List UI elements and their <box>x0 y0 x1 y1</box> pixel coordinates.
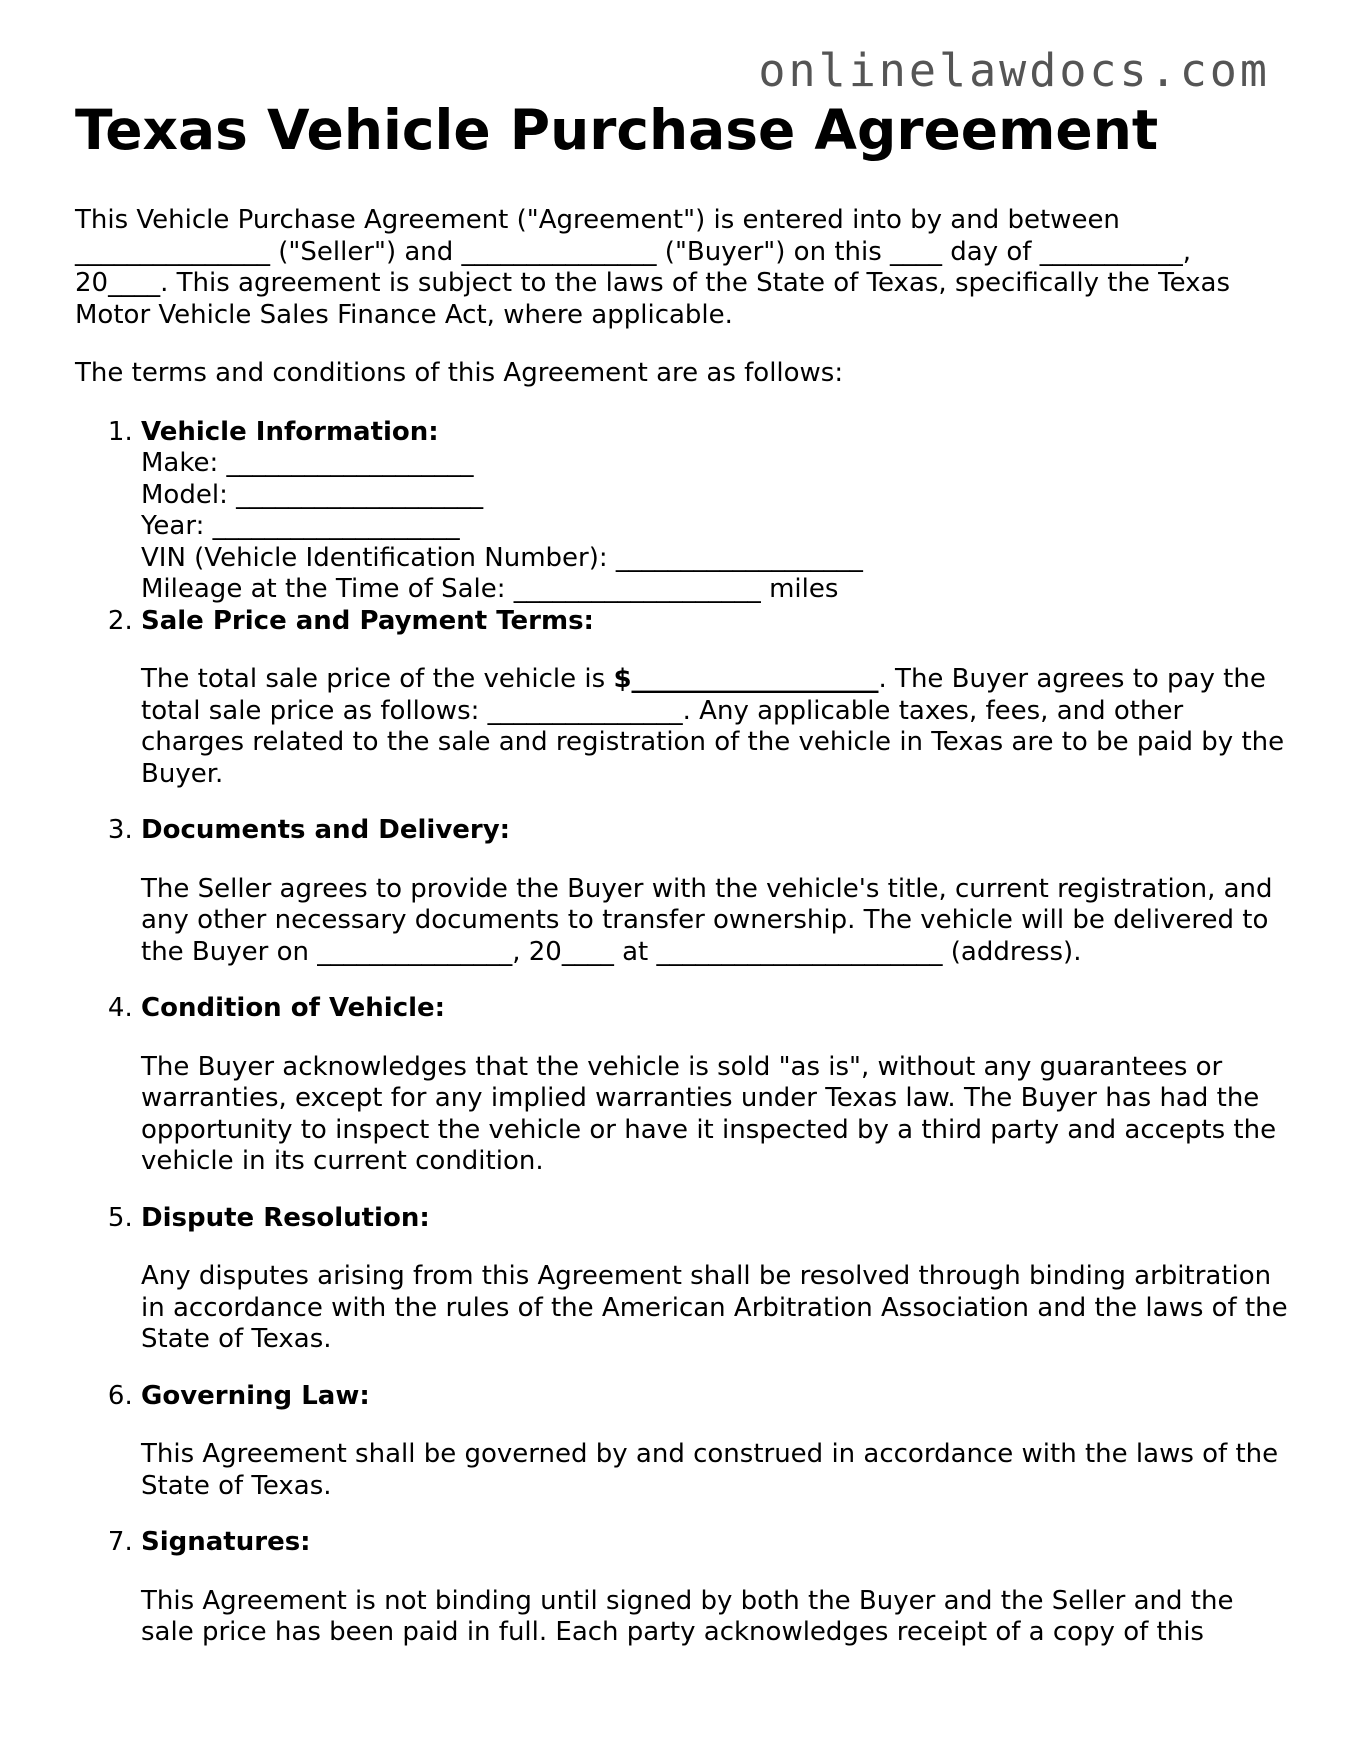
section-condition <box>141 993 1290 1178</box>
section-title: 6. Governing Law: <box>141 1380 370 1411</box>
section-title: 7. Signatures: <box>141 1527 311 1557</box>
vin-field: VIN (Vehicle Identification Number): ___________________ <box>141 542 863 573</box>
watermark: onlinelawdocs.com <box>758 44 1270 97</box>
price-text-a: The total sale price of the vehicle is <box>141 664 614 694</box>
section-title: 1. Vehicle Information: <box>141 416 439 447</box>
mileage-field: Mileage at the Time of Sale: ___________________ miles <box>141 574 839 604</box>
year-field: Year: ___________________ <box>141 511 460 541</box>
section-title: 2. Sale Price and Payment Terms: <box>141 605 594 636</box>
section-sale-price <box>141 606 1290 791</box>
intro-paragraph: This Vehicle Purchase Agreement ("Agreement") is entered into by and between _______________ ("Seller") and _______________ ("Buyer") on this ____ day of ___________, 20____. This agreement is subject to the laws of the State of Texas, specifically the Texas Motor Vehicle Sales Finance Act, where applicable. <box>75 205 1231 330</box>
section-body <box>141 664 1290 790</box>
terms-list <box>75 417 1290 1649</box>
section-title: 3. Documents and Delivery: <box>141 815 511 845</box>
section-vehicle-information <box>141 417 1290 606</box>
section-title: 4. Condition of Vehicle: <box>141 993 446 1023</box>
price-text-b: . The Buyer agrees to pay the total sale price as follows: _______________. Any applicable taxes, fees, and other charges related to the sale and registration of the vehicle in Texas are to be paid by the Buyer. <box>141 664 1285 789</box>
document-title: Texas Vehicle Purchase Agreement <box>75 98 1159 162</box>
section-body: This Agreement is not binding until signed by both the Buyer and the Seller and the sale price has been paid in full. Each party acknowledges receipt of a copy of this <box>141 1585 1234 1647</box>
make-field: Make: ___________________ <box>141 448 474 478</box>
section-title: 5. Dispute Resolution: <box>141 1202 430 1233</box>
document-page <box>75 95 1290 1649</box>
model-field: Model: ___________________ <box>141 479 484 510</box>
section-signatures <box>141 1527 1290 1649</box>
section-body: Any disputes arising from this Agreement shall be resolved through binding arbitration in accordance with the rules of the American Arbitration Association and the laws of the State of Texas. <box>141 1261 1288 1354</box>
terms-lead: The terms and conditions of this Agreement are as follows: <box>75 358 844 388</box>
section-governing-law <box>141 1381 1290 1503</box>
section-dispute-resolution <box>141 1203 1290 1356</box>
section-documents-delivery <box>141 815 1290 968</box>
section-body: The Buyer acknowledges that the vehicle is sold "as is", without any guarantees or warranties, except for any implied warranties under Texas law. The Buyer has had the opportunity to inspect the vehicle or have it inspected by a third party and accepts the vehicle in its current condition. <box>141 1051 1277 1176</box>
price-amount-field: $___________________ <box>613 664 879 694</box>
section-body: This Agreement shall be governed by and construed in accordance with the laws of the State of Texas. <box>141 1439 1279 1501</box>
section-body: The Seller agrees to provide the Buyer with the vehicle's title, current registration, and any other necessary documents to transfer ownership. The vehicle will be delivered to the Buyer on _______________, 20____ at ______________________ (address). <box>141 873 1273 967</box>
